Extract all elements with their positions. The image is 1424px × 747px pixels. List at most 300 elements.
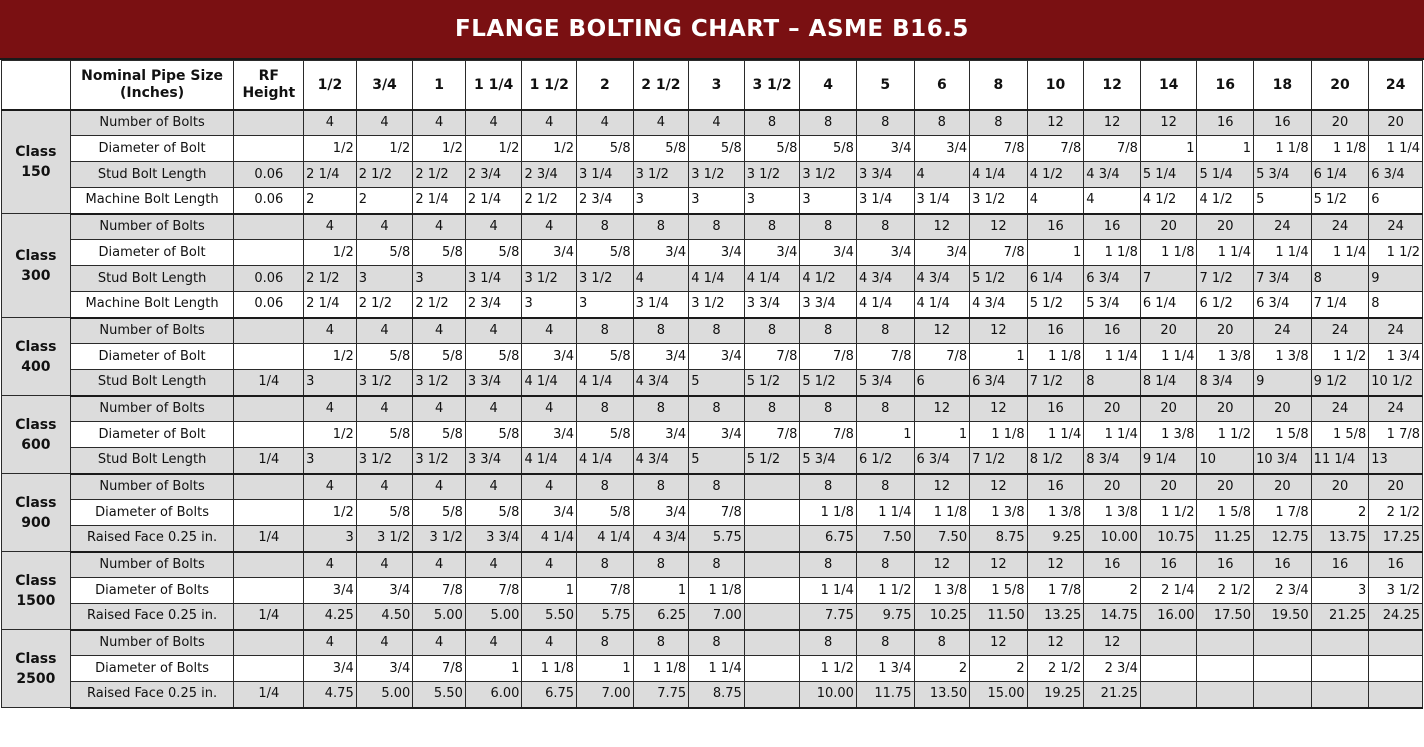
row-label: Number of Bolts: [70, 214, 234, 240]
value-cell: 13: [1369, 448, 1423, 474]
value-cell: 4 1/4: [689, 266, 745, 292]
value-cell: 4 1/4: [970, 162, 1028, 188]
value-cell: 5/8: [413, 500, 466, 526]
value-cell: [744, 630, 800, 656]
pipe-size-header: 6: [914, 61, 970, 110]
value-cell: 24: [1311, 396, 1369, 422]
value-cell: 4 3/4: [633, 526, 689, 552]
value-cell: 2: [1311, 500, 1369, 526]
value-cell: 4: [356, 474, 413, 500]
value-cell: 1 1/4: [1027, 422, 1084, 448]
value-cell: 1 3/8: [1084, 500, 1141, 526]
value-cell: 7/8: [689, 500, 745, 526]
class-section: [2, 214, 1423, 318]
value-cell: 1 1/2: [1311, 344, 1369, 370]
value-cell: 1 7/8: [1254, 500, 1312, 526]
value-cell: 3 1/4: [465, 266, 522, 292]
value-cell: [1369, 682, 1423, 708]
value-cell: 6 3/4: [1254, 292, 1312, 318]
class-section: [2, 630, 1423, 708]
value-cell: 1 1/8: [1254, 136, 1312, 162]
table-row: [2, 136, 1423, 162]
value-cell: 4 1/4: [577, 370, 634, 396]
value-cell: 8.75: [970, 526, 1028, 552]
value-cell: 4: [413, 110, 466, 136]
value-cell: 3: [633, 188, 689, 214]
table-row: [2, 500, 1423, 526]
value-cell: 3 1/2: [577, 266, 634, 292]
value-cell: 2 3/4: [1084, 656, 1141, 682]
row-label: Diameter of Bolt: [70, 422, 234, 448]
row-label: Diameter of Bolts: [70, 500, 234, 526]
value-cell: 10: [1197, 448, 1254, 474]
value-cell: 3: [577, 292, 634, 318]
pipe-size-header: 24: [1369, 61, 1423, 110]
pipe-size-header: 3: [689, 61, 745, 110]
value-cell: 1 1/4: [1084, 422, 1141, 448]
value-cell: 4: [633, 266, 689, 292]
rf-height-cell: [234, 136, 304, 162]
value-cell: 5/8: [744, 136, 800, 162]
value-cell: 7.00: [577, 682, 634, 708]
pipe-size-header: 10: [1027, 61, 1084, 110]
value-cell: [744, 500, 800, 526]
value-cell: 12: [1140, 110, 1197, 136]
value-cell: 5.00: [356, 682, 413, 708]
value-cell: 7.50: [914, 526, 970, 552]
value-cell: 8: [856, 396, 914, 422]
value-cell: [744, 656, 800, 682]
value-cell: 1/2: [522, 136, 577, 162]
class-section: [2, 110, 1423, 214]
value-cell: 7/8: [744, 344, 800, 370]
value-cell: 3/4: [856, 240, 914, 266]
value-cell: 2 1/2: [413, 162, 466, 188]
row-label: Diameter of Bolt: [70, 136, 234, 162]
value-cell: 7.75: [800, 604, 857, 630]
value-cell: 8 3/4: [1197, 370, 1254, 396]
pipe-size-header: 2 1/2: [633, 61, 689, 110]
value-cell: 3/4: [522, 422, 577, 448]
value-cell: 4: [413, 214, 466, 240]
table-row: [2, 578, 1423, 604]
value-cell: 8: [689, 318, 745, 344]
value-cell: 1 1/4: [1140, 344, 1197, 370]
value-cell: 4: [633, 110, 689, 136]
value-cell: 5/8: [413, 344, 466, 370]
value-cell: 7 3/4: [1254, 266, 1312, 292]
rf-height-cell: 0.06: [234, 266, 304, 292]
value-cell: 1 3/8: [914, 578, 970, 604]
row-label: Number of Bolts: [70, 630, 234, 656]
value-cell: 3: [522, 292, 577, 318]
value-cell: 7/8: [856, 344, 914, 370]
value-cell: 3/4: [522, 344, 577, 370]
value-cell: 8: [800, 396, 857, 422]
value-cell: 8: [800, 474, 857, 500]
value-cell: 4 3/4: [633, 370, 689, 396]
value-cell: 24: [1369, 214, 1423, 240]
value-cell: 4 1/2: [1197, 188, 1254, 214]
row-label: Number of Bolts: [70, 396, 234, 422]
value-cell: 1 7/8: [1027, 578, 1084, 604]
value-cell: 1 1/4: [1369, 136, 1423, 162]
value-cell: 2 1/2: [304, 266, 357, 292]
pipe-size-header: 4: [800, 61, 857, 110]
value-cell: 12: [1027, 110, 1084, 136]
value-cell: 3: [413, 266, 466, 292]
value-cell: 5.00: [465, 604, 522, 630]
value-cell: 6.75: [800, 526, 857, 552]
value-cell: [1254, 630, 1312, 656]
value-cell: 1/2: [304, 136, 357, 162]
value-cell: 5/8: [356, 344, 413, 370]
value-cell: 3 1/2: [356, 448, 413, 474]
class-label: Class 1500: [2, 552, 71, 630]
value-cell: 8: [914, 630, 970, 656]
value-cell: 6.00: [465, 682, 522, 708]
value-cell: 8: [744, 214, 800, 240]
rf-height-cell: 1/4: [234, 682, 304, 708]
value-cell: 9: [1254, 370, 1312, 396]
value-cell: 8: [577, 630, 634, 656]
value-cell: 20: [1197, 318, 1254, 344]
value-cell: 13.25: [1027, 604, 1084, 630]
value-cell: 12.75: [1254, 526, 1312, 552]
value-cell: 4 3/4: [856, 266, 914, 292]
value-cell: 10.00: [1084, 526, 1141, 552]
value-cell: 7/8: [970, 240, 1028, 266]
value-cell: 1 1/2: [1369, 240, 1423, 266]
value-cell: 5 3/4: [800, 448, 857, 474]
value-cell: [744, 552, 800, 578]
table-row: [2, 526, 1423, 552]
value-cell: 4: [465, 396, 522, 422]
value-cell: 4: [465, 474, 522, 500]
value-cell: 8: [1311, 266, 1369, 292]
value-cell: [1254, 682, 1312, 708]
value-cell: 20: [1140, 396, 1197, 422]
value-cell: 2 1/2: [356, 292, 413, 318]
value-cell: 1/2: [304, 240, 357, 266]
value-cell: 8: [914, 110, 970, 136]
value-cell: 7/8: [744, 422, 800, 448]
value-cell: 1: [856, 422, 914, 448]
value-cell: 5/8: [689, 136, 745, 162]
value-cell: 7: [1140, 266, 1197, 292]
value-cell: 1 3/8: [1140, 422, 1197, 448]
rf-height-cell: [234, 396, 304, 422]
value-cell: 16: [1084, 318, 1141, 344]
value-cell: 8: [800, 110, 857, 136]
value-cell: 4: [465, 110, 522, 136]
value-cell: 16: [1254, 552, 1312, 578]
value-cell: 12: [970, 474, 1028, 500]
value-cell: 4: [356, 110, 413, 136]
value-cell: 8: [744, 110, 800, 136]
value-cell: 3/4: [914, 240, 970, 266]
rf-height-cell: 1/4: [234, 526, 304, 552]
value-cell: [1197, 656, 1254, 682]
value-cell: 8: [633, 552, 689, 578]
value-cell: 16: [1369, 552, 1423, 578]
value-cell: 2 3/4: [465, 162, 522, 188]
value-cell: 16: [1027, 214, 1084, 240]
value-cell: 4: [356, 552, 413, 578]
value-cell: 2: [304, 188, 357, 214]
value-cell: 24: [1311, 214, 1369, 240]
value-cell: 24.25: [1369, 604, 1423, 630]
value-cell: 1 1/8: [522, 656, 577, 682]
value-cell: 1: [465, 656, 522, 682]
value-cell: 20: [1197, 474, 1254, 500]
class-section: [2, 318, 1423, 396]
value-cell: [1197, 630, 1254, 656]
value-cell: 6 1/4: [1140, 292, 1197, 318]
value-cell: 20: [1084, 396, 1141, 422]
value-cell: 5 1/2: [744, 370, 800, 396]
rf-height-cell: [234, 500, 304, 526]
pipe-size-header: 18: [1254, 61, 1312, 110]
value-cell: 13.75: [1311, 526, 1369, 552]
value-cell: 3 1/2: [633, 162, 689, 188]
value-cell: 2 1/4: [304, 292, 357, 318]
value-cell: 5 1/4: [1140, 162, 1197, 188]
value-cell: 4: [413, 630, 466, 656]
class-label: Class 400: [2, 318, 71, 396]
value-cell: 3: [304, 526, 357, 552]
class-label: Class 900: [2, 474, 71, 552]
value-cell: 1 1/2: [1197, 422, 1254, 448]
value-cell: 1 5/8: [1197, 500, 1254, 526]
value-cell: 24: [1254, 318, 1312, 344]
rf-height-cell: [234, 630, 304, 656]
row-label: Stud Bolt Length: [70, 162, 234, 188]
value-cell: 24: [1369, 396, 1423, 422]
value-cell: 20: [1254, 474, 1312, 500]
value-cell: 20: [1140, 318, 1197, 344]
table-row: [2, 266, 1423, 292]
value-cell: 7 1/2: [970, 448, 1028, 474]
table-row: [2, 682, 1423, 708]
value-cell: 1: [577, 656, 634, 682]
value-cell: 2 1/4: [413, 188, 466, 214]
value-cell: 8: [800, 318, 857, 344]
table-row: [2, 422, 1423, 448]
value-cell: 8 1/4: [1140, 370, 1197, 396]
value-cell: 4 1/4: [522, 370, 577, 396]
value-cell: 1 1/2: [856, 578, 914, 604]
value-cell: 6 1/4: [1027, 266, 1084, 292]
value-cell: 1 1/8: [1311, 136, 1369, 162]
value-cell: 1 3/8: [1027, 500, 1084, 526]
value-cell: 3 1/2: [744, 162, 800, 188]
value-cell: 24: [1311, 318, 1369, 344]
value-cell: 4: [465, 552, 522, 578]
value-cell: 1/2: [304, 422, 357, 448]
value-cell: 16: [1027, 396, 1084, 422]
value-cell: 8: [577, 318, 634, 344]
value-cell: 8: [856, 474, 914, 500]
value-cell: 2 1/2: [1369, 500, 1423, 526]
value-cell: 4: [413, 552, 466, 578]
value-cell: 3/4: [689, 422, 745, 448]
value-cell: 5/8: [465, 500, 522, 526]
value-cell: 1 1/4: [1254, 240, 1312, 266]
table-row: [2, 240, 1423, 266]
value-cell: 7 1/2: [1197, 266, 1254, 292]
value-cell: 5/8: [356, 240, 413, 266]
value-cell: 7/8: [413, 578, 466, 604]
value-cell: 8: [856, 214, 914, 240]
value-cell: 12: [1027, 552, 1084, 578]
value-cell: 1/2: [465, 136, 522, 162]
value-cell: 4 3/4: [914, 266, 970, 292]
value-cell: 16: [1084, 552, 1141, 578]
rf-height-cell: 0.06: [234, 188, 304, 214]
value-cell: 1: [522, 578, 577, 604]
class-section: [2, 552, 1423, 630]
value-cell: 8: [633, 630, 689, 656]
value-cell: 4: [914, 162, 970, 188]
value-cell: 4: [577, 110, 634, 136]
value-cell: [1140, 656, 1197, 682]
value-cell: 6 1/4: [1311, 162, 1369, 188]
value-cell: 8: [744, 396, 800, 422]
value-cell: [1369, 656, 1423, 682]
value-cell: 4: [465, 318, 522, 344]
value-cell: 3: [304, 448, 357, 474]
rf-height-cell: [234, 110, 304, 136]
value-cell: 16: [1311, 552, 1369, 578]
value-cell: 3/4: [522, 500, 577, 526]
value-cell: 5/8: [633, 136, 689, 162]
value-cell: 5.75: [689, 526, 745, 552]
value-cell: 5/8: [577, 500, 634, 526]
rf-height-cell: [234, 422, 304, 448]
value-cell: 2 3/4: [1254, 578, 1312, 604]
value-cell: 8: [633, 214, 689, 240]
value-cell: 3/4: [914, 136, 970, 162]
pipe-size-header: 2: [577, 61, 634, 110]
row-label: Raised Face 0.25 in.: [70, 682, 234, 708]
pipe-size-header: 3 1/2: [744, 61, 800, 110]
value-cell: 3 3/4: [465, 526, 522, 552]
nominal-size-header: Nominal Pipe Size (Inches): [70, 61, 234, 110]
value-cell: 12: [914, 318, 970, 344]
value-cell: 1 1/4: [689, 656, 745, 682]
value-cell: 2 1/4: [304, 162, 357, 188]
pipe-size-header: 12: [1084, 61, 1141, 110]
class-section: [2, 474, 1423, 552]
value-cell: 12: [914, 396, 970, 422]
value-cell: 5 1/2: [1027, 292, 1084, 318]
value-cell: 1 1/4: [1084, 344, 1141, 370]
value-cell: 5/8: [356, 500, 413, 526]
row-label: Machine Bolt Length: [70, 292, 234, 318]
value-cell: 1 1/8: [1027, 344, 1084, 370]
value-cell: 1: [1197, 136, 1254, 162]
value-cell: 19.25: [1027, 682, 1084, 708]
value-cell: 1 5/8: [1311, 422, 1369, 448]
value-cell: 1/2: [356, 136, 413, 162]
value-cell: 1 3/4: [856, 656, 914, 682]
value-cell: 20: [1197, 214, 1254, 240]
value-cell: 3 3/4: [465, 448, 522, 474]
pipe-size-header: 16: [1197, 61, 1254, 110]
value-cell: 4 1/2: [1027, 162, 1084, 188]
value-cell: 11.75: [856, 682, 914, 708]
value-cell: 16: [1197, 110, 1254, 136]
value-cell: 4: [413, 318, 466, 344]
value-cell: 5 1/2: [800, 370, 857, 396]
value-cell: 3 1/2: [689, 162, 745, 188]
value-cell: 24: [1369, 318, 1423, 344]
value-cell: [744, 682, 800, 708]
pipe-size-header: 20: [1311, 61, 1369, 110]
value-cell: 10.25: [914, 604, 970, 630]
value-cell: 4: [356, 630, 413, 656]
table-row: [2, 552, 1423, 578]
value-cell: 6.25: [633, 604, 689, 630]
row-label: Raised Face 0.25 in.: [70, 604, 234, 630]
value-cell: 16: [1027, 474, 1084, 500]
table-row: [2, 318, 1423, 344]
value-cell: 2 1/2: [522, 188, 577, 214]
header-row: [2, 61, 1423, 110]
value-cell: 8 3/4: [1084, 448, 1141, 474]
value-cell: 1 1/2: [800, 656, 857, 682]
value-cell: 7/8: [914, 344, 970, 370]
value-cell: 6 3/4: [1084, 266, 1141, 292]
value-cell: 1: [1027, 240, 1084, 266]
pipe-size-header: 5: [856, 61, 914, 110]
value-cell: 5: [689, 448, 745, 474]
value-cell: 4: [356, 318, 413, 344]
table-row: [2, 214, 1423, 240]
value-cell: 8: [577, 552, 634, 578]
value-cell: 16: [1254, 110, 1312, 136]
value-cell: 10.00: [800, 682, 857, 708]
value-cell: 16: [1197, 552, 1254, 578]
value-cell: 5.75: [577, 604, 634, 630]
value-cell: 17.25: [1369, 526, 1423, 552]
value-cell: 5/8: [356, 422, 413, 448]
value-cell: 6: [1369, 188, 1423, 214]
value-cell: 4: [304, 474, 357, 500]
value-cell: 3 3/4: [856, 162, 914, 188]
value-cell: 4 1/4: [744, 266, 800, 292]
pipe-size-header: 1: [413, 61, 466, 110]
row-label: Stud Bolt Length: [70, 266, 234, 292]
rf-height-cell: [234, 240, 304, 266]
value-cell: 4.25: [304, 604, 357, 630]
value-cell: 12: [970, 630, 1028, 656]
table-row: [2, 448, 1423, 474]
value-cell: 4: [689, 110, 745, 136]
value-cell: [744, 526, 800, 552]
value-cell: 4: [356, 396, 413, 422]
pipe-size-header: 14: [1140, 61, 1197, 110]
value-cell: 4: [304, 396, 357, 422]
table-row: [2, 162, 1423, 188]
value-cell: 4: [465, 214, 522, 240]
value-cell: 4.50: [356, 604, 413, 630]
value-cell: 5: [1254, 188, 1312, 214]
value-cell: 2 1/2: [356, 162, 413, 188]
value-cell: 4: [522, 474, 577, 500]
value-cell: 2 1/4: [465, 188, 522, 214]
